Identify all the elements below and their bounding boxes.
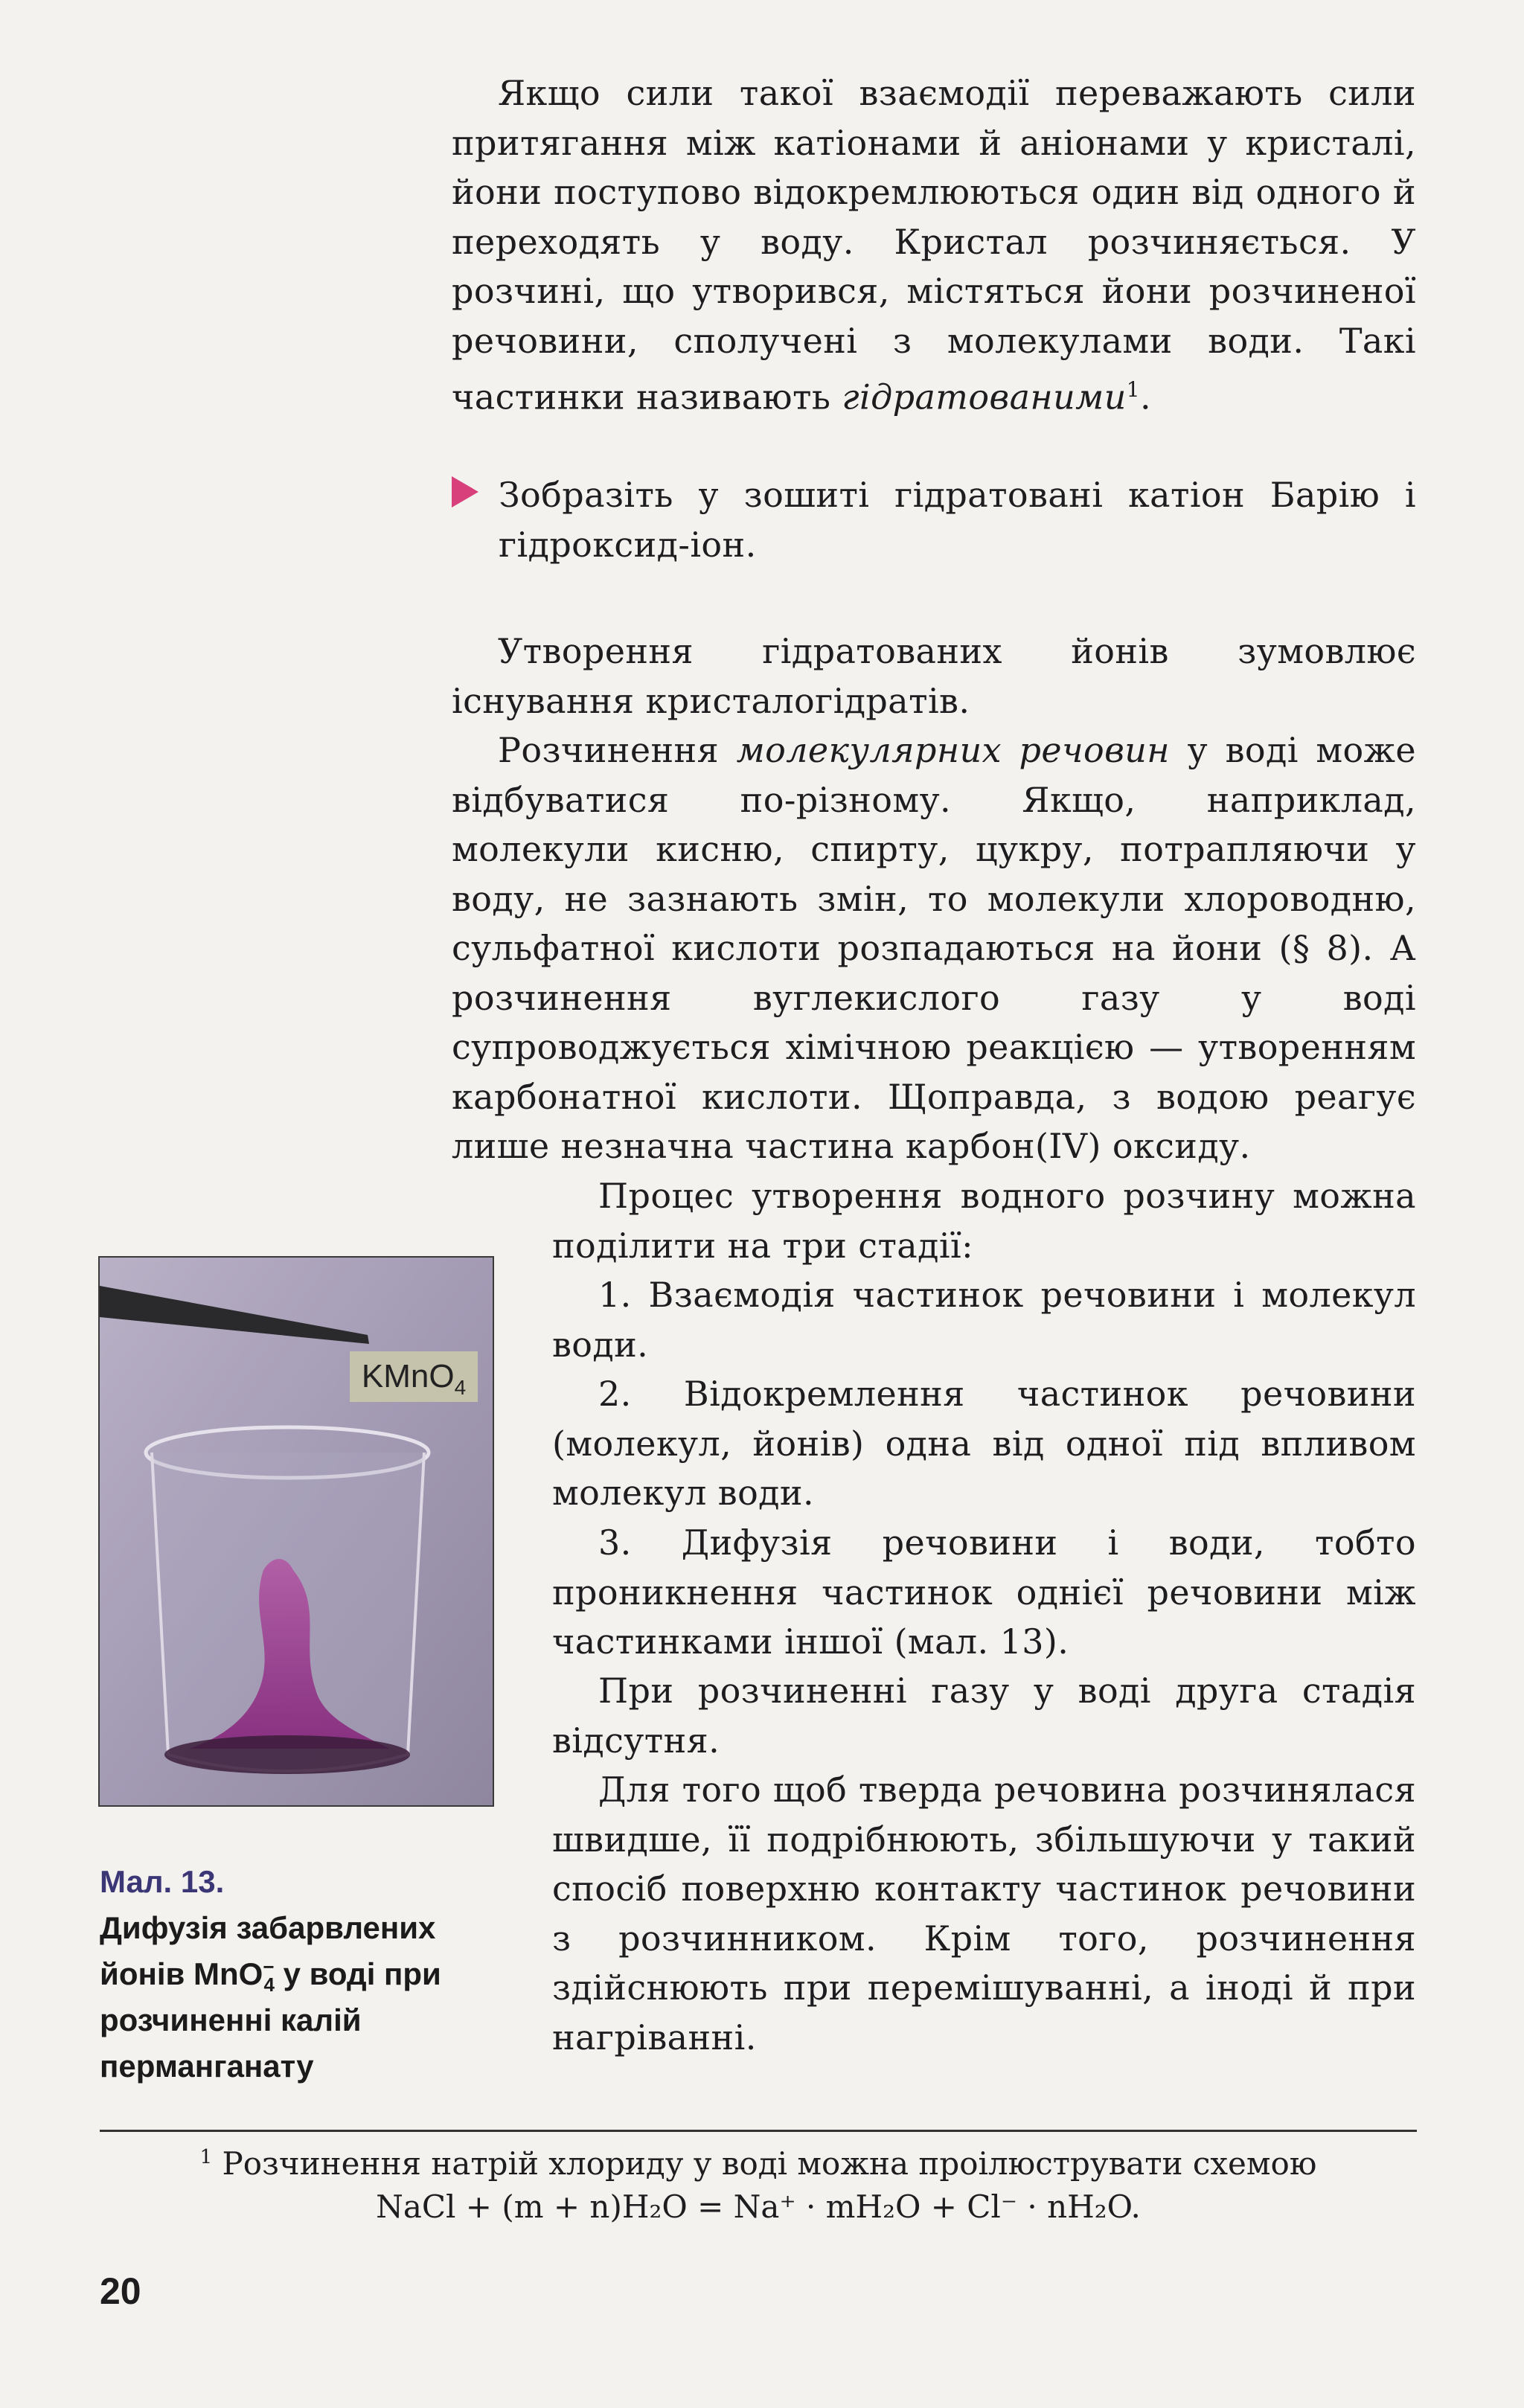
paragraph-crystallohydrates: Утворення гідратованих йонів зумовлює існування кристалогідратів. bbox=[452, 631, 1416, 721]
paragraph-stages-intro: Процес утворення водного розчину можна поділити на три стадії: bbox=[552, 1176, 1416, 1266]
figure-caption: Мал. 13. Дифузія забарвлених йонів MnO−$_4$ у воді при розчиненні калій перманганату bbox=[100, 1859, 502, 2090]
beaker-illustration bbox=[100, 1258, 493, 1805]
paragraph-text: у воді може відбуватися по-різному. Якщо, наприклад, молекули кисню, спирту, цукру, потрапляючи у воду, не зазнають змін, то молекули хлороводню, сульфатної кислоти розпадаються на йони (§ 8). А розчинення вуглекислого газу у воді супроводжується хімічною реакцією — утворенням карбонатної кислоти. Щоправда, з водою реагує лише незначна частина карбон(IV) оксиду. bbox=[452, 730, 1416, 1166]
stage-3: 3. Дифузія речовини і води, тобто проникнення частинок однієї речовини між частинками іншої (мал. 13). bbox=[552, 1522, 1416, 1662]
figure-photo bbox=[100, 1258, 493, 1805]
footnote-formula: NaCl + (m + n)H₂O = Na⁺ · mH₂O + Cl⁻ · nH₂O. bbox=[376, 2188, 1141, 2225]
footnote-divider bbox=[100, 2130, 1417, 2132]
paragraph-solid: Для того щоб тверда речовина розчинялася швидше, її подрібнюють, збільшуючи у такий спосіб поверхню контакту частинок речовини з розчинником. Крім того, розчинення здійснюють при перемішуванні, а іноді й при нагріванні. bbox=[552, 1770, 1416, 2058]
caption-text: Дифузія забарвлених йонів MnO bbox=[100, 1910, 436, 1991]
footnote bbox=[100, 2136, 1417, 2229]
italic-term: гідратованими bbox=[842, 377, 1127, 417]
footnote-text: Розчинення натрій хлориду у воді можна проілюструвати схемою bbox=[222, 2145, 1317, 2182]
task-text: Зобразіть у зошиті гідратовані катіон Барію і гідроксид-іон. bbox=[499, 475, 1416, 565]
paragraph-text: Якщо сили такої взаємодії переважають сили притягання між катіонами й аніонами у кристалі, йони поступово відокремлюються один від одного й переходять у воду. Кристал розчиняється. У розчині, що утворився, містяться йони розчиненої речовини, сполучені з молекулами води. Такі частинки називають bbox=[452, 73, 1416, 417]
task-bullet-icon bbox=[452, 476, 478, 507]
stage-2: 2. Відокремлення частинок речовини (молекул, йонів) одна від одної під впливом молекул води. bbox=[552, 1374, 1416, 1513]
stage-1: 1. Взаємодія частинок речовини і молекул води. bbox=[552, 1275, 1416, 1365]
footnote-ref: 1 bbox=[1126, 377, 1140, 402]
footnote-mark: 1 bbox=[199, 2146, 213, 2168]
paragraph-hydration bbox=[452, 68, 1416, 422]
paragraph-gas: При розчиненні газу у воді друга стадія відсутня. bbox=[552, 1671, 1416, 1761]
caption-text: у воді при розчиненні калій перманганату bbox=[100, 1956, 441, 2084]
period: . bbox=[1139, 377, 1151, 417]
paragraph-text: Розчинення bbox=[498, 730, 720, 770]
caption-title: Мал. 13. bbox=[100, 1864, 225, 1899]
italic-term: молекулярних речовин bbox=[736, 730, 1170, 770]
page-number: 20 bbox=[100, 2270, 141, 2312]
kmno4-label: KMnO$_4$ bbox=[350, 1351, 478, 1402]
paragraph-molecular bbox=[452, 726, 1416, 1171]
